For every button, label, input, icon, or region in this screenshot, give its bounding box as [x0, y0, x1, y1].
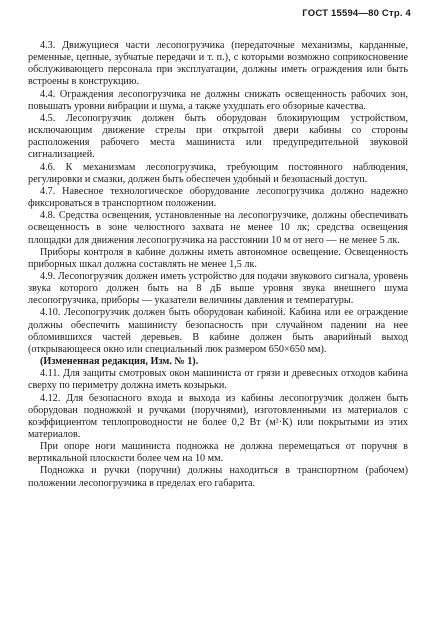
paragraph-4-12-footrest: При опоре ноги машиниста подножка не должна перемещаться от поручня в вертикальной плоскости более чем на 10 мм.	[28, 441, 408, 465]
document-body	[28, 40, 408, 490]
paragraph-4-12-handles: Подножка и ручки (поручни) должны находиться в транспортном (рабочем) положении лесопогрузчика в пределах его габарита.	[28, 465, 408, 489]
paragraph-4-10: 4.10. Лесопогрузчик должен быть оборудован кабиной. Кабина или ее ограждение должны обеспечить машинисту безопасность при случайном падении на нее обломившихся частей деревьев. В кабине должен быть аварийный выход (открывающееся окно или специальный люк размером 650×650 мм).	[28, 307, 408, 355]
paragraph-4-3: 4.3. Движущиеся части лесопогрузчика (передаточные механизмы, карданные, ременные, цепные, зубчатые передачи и т. п.), с которыми возможно соприкосновение обслуживающего персонала при эксплуатации, должны иметь ограждения или быть встроены в конструкцию.	[28, 40, 408, 88]
paragraph-4-8: 4.8. Средства освещения, установленные на лесопогрузчике, должны обеспечивать освещенность в зоне челюстного захвата не менее 10 лк; средства освещения площадки для движения лесопогрузчика на расстоянии 10 м от него — не менее 5 лк.	[28, 210, 408, 246]
amendment-note: (Измененная редакция, Изм. № 1).	[40, 356, 199, 368]
paragraph-4-11: 4.11. Для защиты смотровых окон машиниста от грязи и древесных отходов кабина сверху по периметру должна иметь козырьки.	[28, 368, 408, 392]
paragraph-4-9: 4.9. Лесопогрузчик должен иметь устройство для подачи звукового сигнала, уровень звука которого должен быть на 8 дБ выше уровня звука внешнего шума лесопогрузчика, приборы — указатели величины давления и температуры.	[28, 270, 408, 307]
paragraph-4-5: 4.5. Лесопогрузчик должен быть оборудован блокирующим устройством, исключающим движение стрелы при открытой двери кабины со стороны расположения рабочего места машиниста или предупредительной звуковой сигнализацией.	[28, 112, 408, 161]
paragraph-4-7: 4.7. Навесное технологическое оборудование лесопогрузчика должно надежно фиксироваться в транспортном положении.	[28, 185, 408, 210]
paragraph-4-12: 4.12. Для безопасного входа и выхода из кабины лесопогрузчик должен быть оборудован подножкой и ручками (поручнями), изготовленными из материалов с коэффициентом теплопроводности не более 0,2 Вт (м²·К) или покрытыми из этих материалов.	[28, 392, 408, 440]
page-header: ГОСТ 15594—80 Стр. 4	[302, 8, 411, 19]
paragraph-4-4: 4.4. Ограждения лесопогрузчика не должны снижать освещенность рабочих зон, повышать уровни вибрации и шума, а также ухудшать его обзорные качества.	[28, 88, 408, 112]
paragraph-4-6: 4.6. К механизмам лесопогрузчика, требующим постоянного наблюдения, регулировки и смазки, должен быть обеспечен удобный и безопасный доступ.	[28, 161, 408, 185]
paragraph-4-8-instruments: Приборы контроля в кабине должны иметь автономное освещение. Освещенность приборных шкал должна составлять не менее 1,5 лк.	[28, 246, 408, 270]
